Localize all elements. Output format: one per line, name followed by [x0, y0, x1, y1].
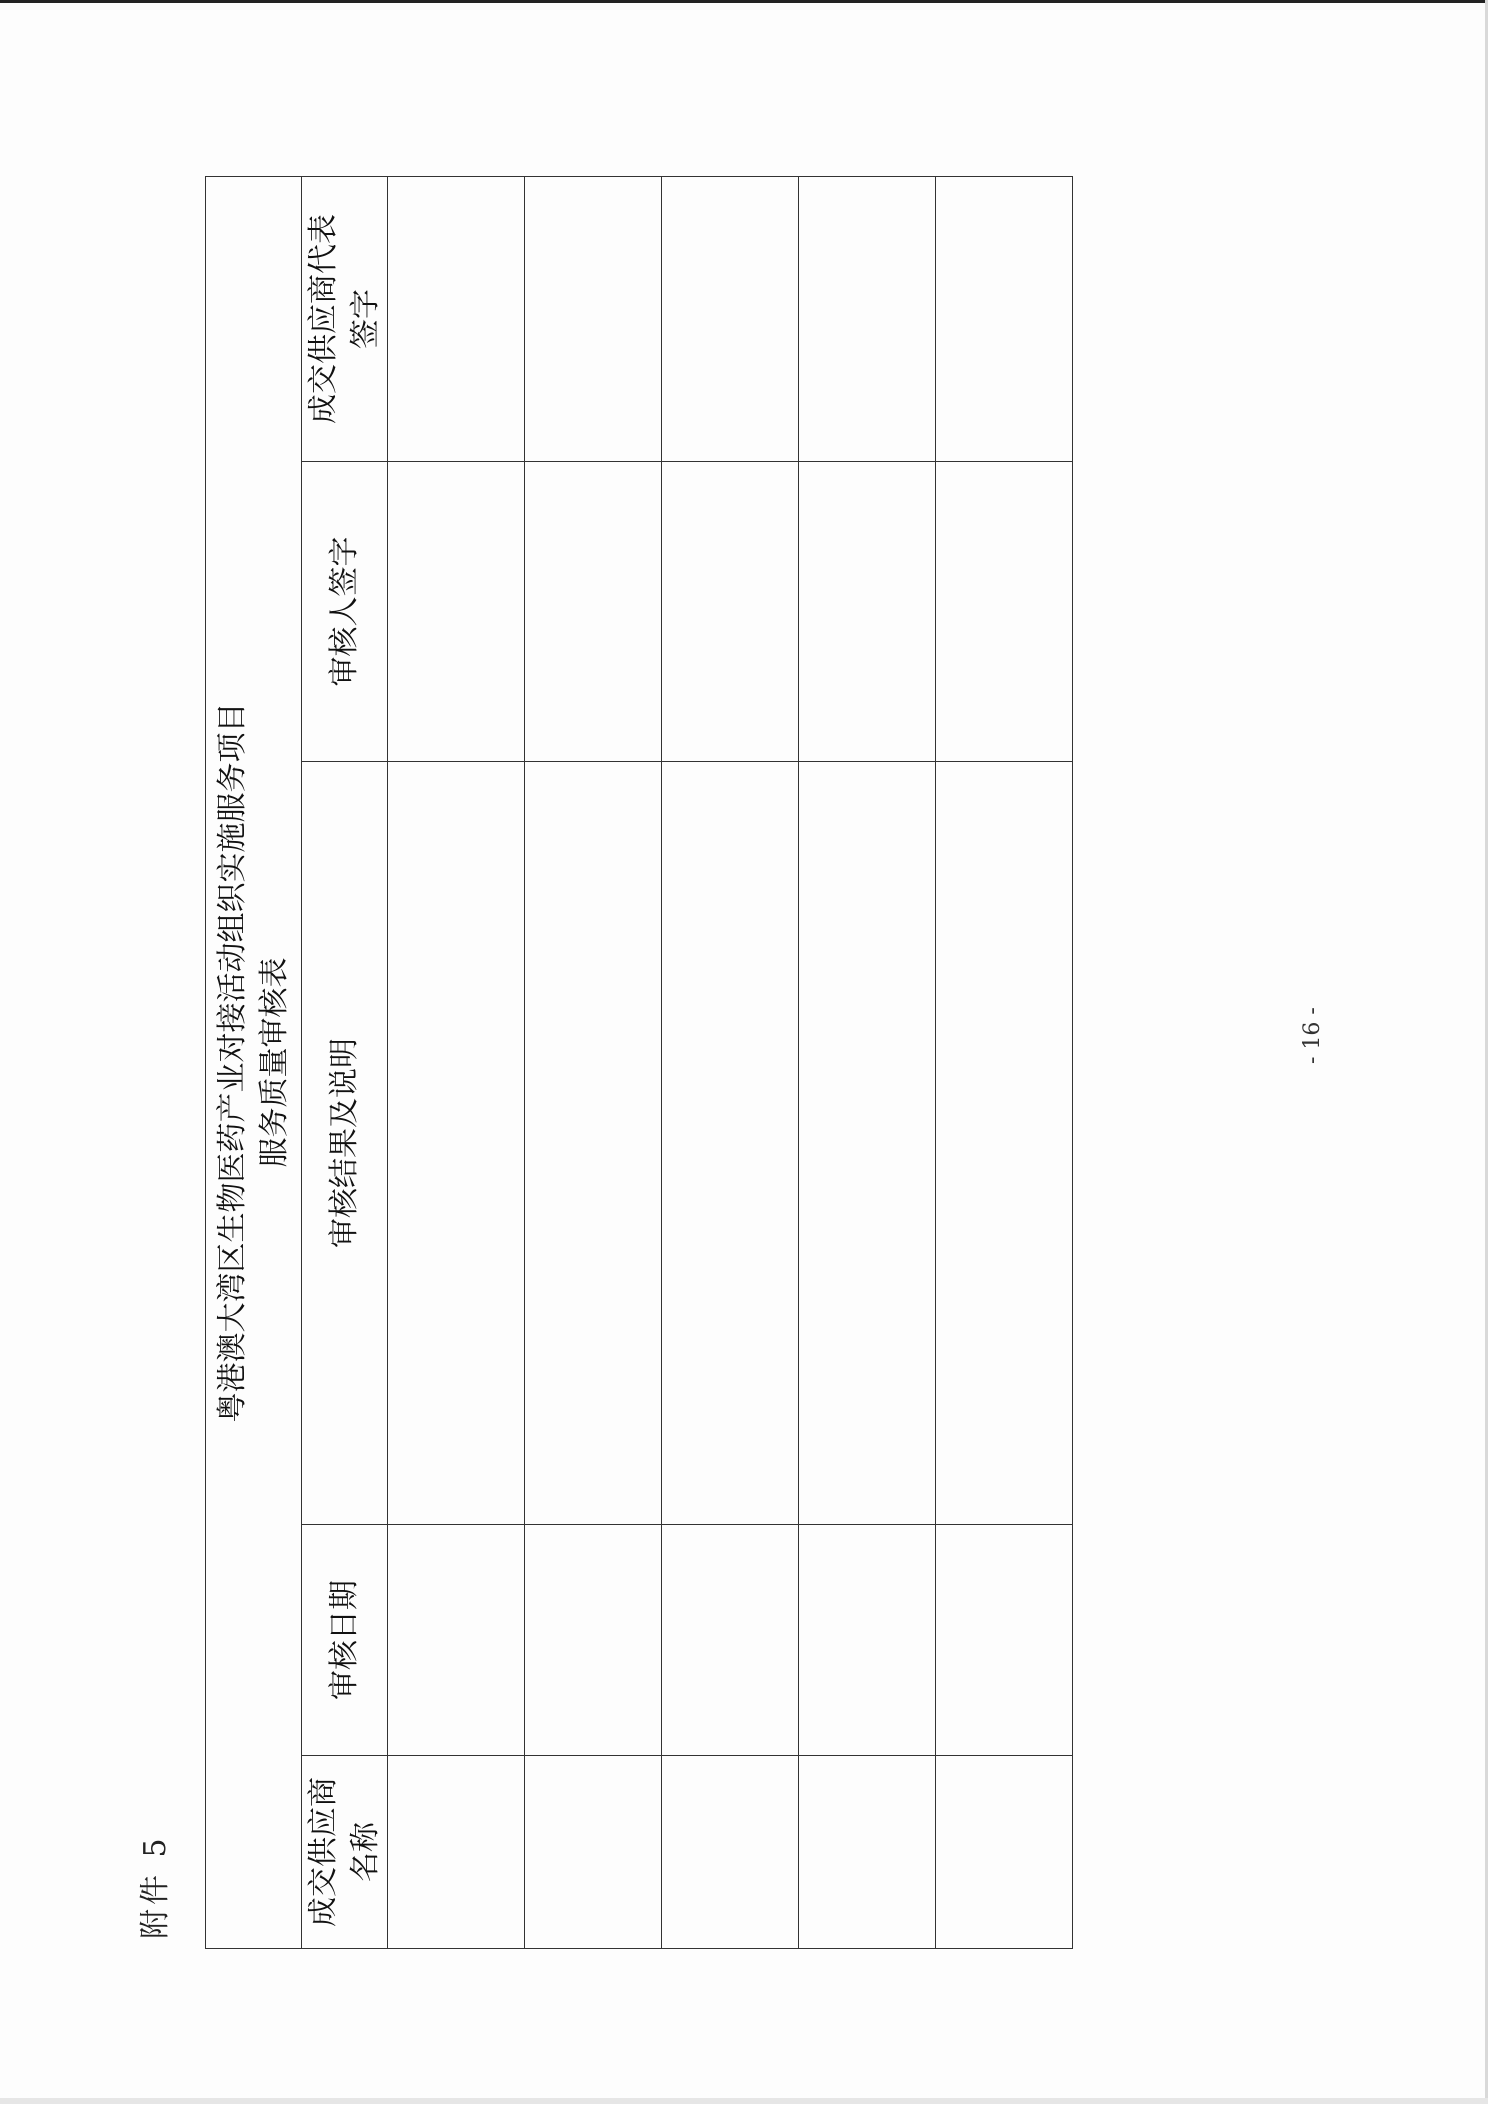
- table-row: [936, 176, 1073, 1948]
- supplier-name-cell[interactable]: [799, 1756, 936, 1949]
- reviewer-signature-cell[interactable]: [662, 462, 799, 762]
- header-review-result: 审核结果及说明: [302, 762, 388, 1525]
- supplier-name-cell[interactable]: [936, 1756, 1073, 1949]
- reviewer-signature-cell[interactable]: [525, 462, 662, 762]
- review-result-cell[interactable]: [388, 762, 525, 1525]
- review-date-cell[interactable]: [799, 1525, 936, 1756]
- review-date-cell[interactable]: [662, 1525, 799, 1756]
- review-result-cell[interactable]: [936, 762, 1073, 1525]
- review-result-cell[interactable]: [525, 762, 662, 1525]
- form-title-line2: 服务质量审核表: [256, 957, 292, 1168]
- form-title: [206, 176, 302, 1948]
- review-result-cell[interactable]: [662, 762, 799, 1525]
- red-seal-stamp-icon: [1400, 1794, 1488, 1984]
- review-date-cell[interactable]: [936, 1525, 1073, 1756]
- review-date-cell[interactable]: [388, 1525, 525, 1756]
- reviewer-signature-cell[interactable]: [388, 462, 525, 762]
- supplier-rep-signature-cell[interactable]: [936, 176, 1073, 461]
- table-row: [525, 176, 662, 1948]
- header-reviewer-signature: 审核人签字: [302, 462, 388, 762]
- supplier-rep-signature-cell[interactable]: [525, 176, 662, 461]
- table-row: [662, 176, 799, 1948]
- supplier-name-cell[interactable]: [662, 1756, 799, 1949]
- supplier-rep-signature-cell[interactable]: [388, 176, 525, 461]
- table-row: [799, 176, 936, 1948]
- supplier-rep-signature-cell[interactable]: [799, 176, 936, 461]
- form-title-line1: 粤港澳大湾区生物医药产业对接活动组织实施服务项目: [214, 702, 250, 1423]
- supplier-name-cell[interactable]: [525, 1756, 662, 1949]
- header-supplier-rep-signature: 成交供应商代表 签字: [302, 176, 388, 461]
- supplier-rep-signature-cell[interactable]: [662, 176, 799, 461]
- reviewer-signature-cell[interactable]: [936, 462, 1073, 762]
- header-supplier-name: 成交供应商 名称: [302, 1756, 388, 1949]
- supplier-name-cell[interactable]: [388, 1756, 525, 1949]
- review-date-cell[interactable]: [525, 1525, 662, 1756]
- attachment-label: 附件 5: [138, 1834, 173, 1939]
- reviewer-signature-cell[interactable]: [799, 462, 936, 762]
- header-review-date: 审核日期: [302, 1525, 388, 1756]
- page-number: - 16 -: [1300, 1007, 1325, 1064]
- review-form-table: [205, 176, 1073, 1949]
- review-result-cell[interactable]: [799, 762, 936, 1525]
- table-row: [388, 176, 525, 1948]
